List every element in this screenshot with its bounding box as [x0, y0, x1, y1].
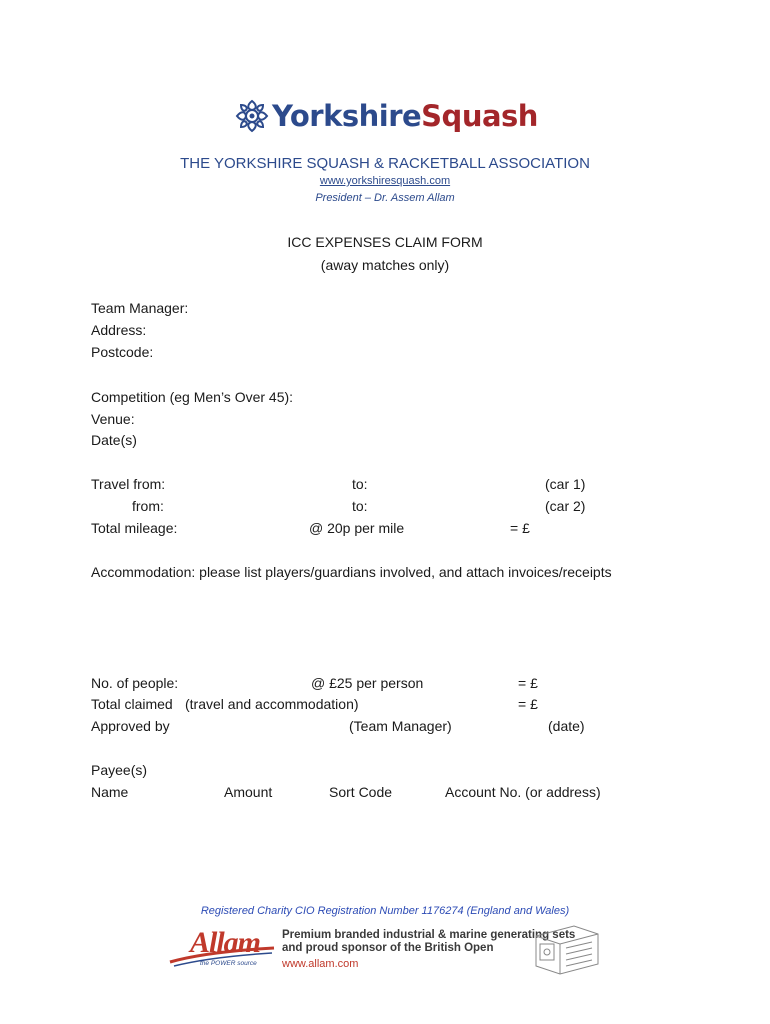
yorkshire-squash-logo: [234, 96, 538, 136]
address-label: Address:: [91, 322, 147, 338]
allam-logo: [168, 928, 276, 974]
dates-label: Date(s): [91, 432, 137, 448]
approved-by-label: Approved by: [91, 718, 170, 734]
president-line: President – Dr. Assem Allam: [315, 192, 455, 204]
logo-text-squash: Squash: [421, 99, 538, 133]
postcode-label: Postcode:: [91, 344, 154, 360]
payee-col-account: Account No. (or address): [445, 784, 601, 800]
total-mileage-label: Total mileage:: [91, 520, 178, 536]
team-manager-label: Team Manager:: [91, 300, 189, 316]
mileage-rate: @ 20p per mile: [309, 520, 405, 536]
payee-col-amount: Amount: [224, 784, 273, 800]
person-rate: @ £25 per person: [311, 675, 424, 691]
accommodation-label: Accommodation: please list players/guardians involved, and attach invoices/receipts: [91, 564, 612, 580]
car-1-label: (car 1): [545, 476, 586, 492]
sponsor-line-2: and proud sponsor of the British Open: [282, 942, 494, 954]
approval-date-label: (date): [548, 718, 585, 734]
venue-label: Venue:: [91, 411, 135, 427]
generator-set-icon: [526, 918, 604, 980]
travel-from-label-2: from:: [132, 498, 164, 514]
yorkshire-rose-icon: [234, 98, 270, 134]
travel-to-label-2: to:: [352, 498, 368, 514]
allam-brand: Allam: [190, 926, 261, 959]
charity-registration: Registered Charity CIO Registration Number 1176274 (England and Wales): [200, 905, 570, 917]
mileage-total-field: = £: [510, 520, 530, 536]
website-link[interactable]: www.yorkshiresquash.com: [319, 175, 451, 187]
people-total-field: = £: [518, 675, 538, 691]
total-claimed-note: (travel and accommodation): [185, 696, 359, 712]
payee-col-sort-code: Sort Code: [329, 784, 393, 800]
form-title: ICC EXPENSES CLAIM FORM: [287, 234, 483, 250]
team-manager-sign-label: (Team Manager): [349, 718, 452, 734]
logo-text-yorkshire: Yorkshire: [272, 99, 422, 133]
car-2-label: (car 2): [545, 498, 586, 514]
sponsor-url[interactable]: www.allam.com: [282, 958, 359, 970]
form-subtitle: (away matches only): [320, 257, 450, 273]
claim-total-field: = £: [518, 696, 538, 712]
payee-col-name: Name: [91, 784, 129, 800]
allam-tagline: the POWER source: [200, 960, 257, 967]
competition-label: Competition (eg Men’s Over 45):: [91, 389, 294, 405]
association-name: THE YORKSHIRE SQUASH & RACKETBALL ASSOCIATION: [180, 155, 590, 172]
travel-from-label: Travel from:: [91, 476, 166, 492]
num-people-label: No. of people:: [91, 675, 179, 691]
travel-to-label-1: to:: [352, 476, 368, 492]
total-claimed-label: Total claimed: [91, 696, 173, 712]
payees-heading: Payee(s): [91, 762, 148, 778]
sponsor-line-1: Premium branded industrial & marine generating sets: [282, 929, 576, 941]
